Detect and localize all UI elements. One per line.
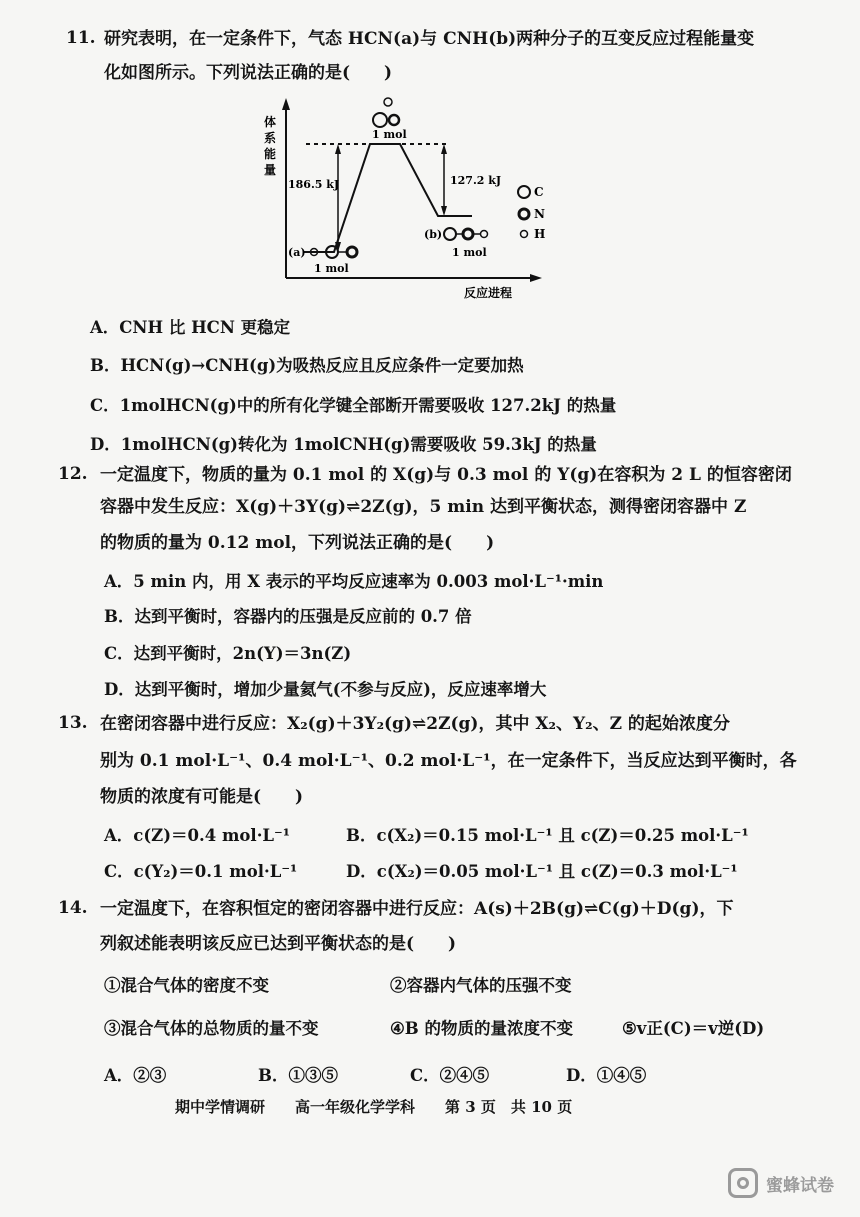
q13-option-c[interactable]: C．c(Y₂)＝0.1 mol·L⁻¹ (104, 862, 298, 881)
energy-diagram (258, 92, 548, 307)
energy-right-label: 127.2 kJ (450, 174, 502, 187)
legend-n-icon (519, 209, 529, 219)
q11-number: 11. (66, 28, 96, 48)
q13-stem-line3: 物质的浓度有可能是( ) (100, 787, 304, 807)
q11-option-a[interactable]: A．CNH 比 HCN 更稳定 (90, 318, 291, 337)
q13-option-d[interactable]: D．c(X₂)＝0.05 mol·L⁻¹ 且 c(Z)＝0.3 mol·L⁻¹ (346, 862, 738, 881)
ts-h-atom-icon (384, 98, 392, 106)
y-axis-label-4: 量 (264, 163, 277, 177)
q12-stem-line1: 一定温度下，物质的量为 0.1 mol 的 X(g)与 0.3 mol 的 Y(g)在容积为 2 L 的恒容密闭 (100, 465, 792, 485)
right-arrow-head-up (441, 144, 447, 154)
q13-stem-line1: 在密闭容器中进行反应：X₂(g)＋3Y₂(g)⇌2Z(g)，其中 X₂、Y₂、Z 的起始浓度分 (100, 714, 730, 734)
page-footer: 期中学情调研 高一年级化学学科 第 3 页 共 10 页 (175, 1098, 573, 1116)
legend-c-icon (518, 186, 530, 198)
ts-molecule-icon (373, 113, 387, 127)
legend-n-label: N (534, 207, 545, 221)
right-arrow-head-down (441, 206, 447, 216)
q14-option-c[interactable]: C．②④⑤ (410, 1066, 490, 1085)
watermark-logo-icon (728, 1168, 758, 1198)
q14-option-a[interactable]: A．②③ (104, 1066, 167, 1085)
q12-number: 12. (58, 464, 88, 484)
q14-statement-1: ①混合气体的密度不变 (104, 976, 269, 995)
q11-option-d[interactable]: D．1molHCN(g)转化为 1molCNH(g)需要吸收 59.3kJ 的热量 (90, 435, 597, 454)
ts-mol-label: 1 mol (372, 128, 407, 141)
legend-h-label: H (534, 227, 546, 241)
molecule-b-h-icon (481, 231, 488, 238)
q14-statement-4: ④B 的物质的量浓度不变 (390, 1019, 573, 1038)
q12-option-c[interactable]: C．达到平衡时，2n(Y)＝3n(Z) (104, 644, 352, 663)
q11-stem-line1: 研究表明，在一定条件下，气态 HCN(a)与 CNH(b)两种分子的互变反应过程能量变 (104, 29, 755, 49)
energy-left-label: 186.5 kJ (288, 178, 340, 191)
q13-number: 13. (58, 713, 88, 733)
q11-stem-line2: 化如图所示。下列说法正确的是( ) (104, 63, 393, 83)
molecule-b-c-icon (444, 228, 456, 240)
q14-option-b[interactable]: B．①③⑤ (258, 1066, 338, 1085)
y-axis-label-2: 系 (264, 131, 277, 145)
q14-statement-2: ②容器内气体的压强不变 (390, 976, 572, 995)
left-arrow-head-up (335, 144, 341, 154)
q14-stem-line1: 一定温度下，在容积恒定的密闭容器中进行反应：A(s)＋2B(g)⇌C(g)＋D(g)，下 (100, 899, 734, 919)
molecule-b-n-icon (463, 229, 473, 239)
watermark (728, 1168, 834, 1198)
watermark-text: 蜜蜂试卷 (766, 1175, 834, 1196)
q12-stem-line2: 容器中发生反应：X(g)＋3Y(g)⇌2Z(g)，5 min 达到平衡状态，测得密闭容器中 Z (100, 497, 747, 517)
legend-c-label: C (534, 185, 544, 199)
q14-stem-line2: 列叙述能表明该反应已达到平衡状态的是( ) (100, 934, 457, 954)
q12-option-a[interactable]: A．5 min 内，用 X 表示的平均反应速率为 0.003 mol·L⁻¹·min (104, 572, 604, 591)
q13-option-b[interactable]: B．c(X₂)＝0.15 mol·L⁻¹ 且 c(Z)＝0.25 mol·L⁻¹ (346, 826, 749, 845)
x-axis-label: 反应进程 (464, 286, 513, 300)
molecule-b-label: (b) (424, 228, 443, 241)
energy-profile-line (304, 144, 472, 252)
q13-option-a[interactable]: A．c(Z)＝0.4 mol·L⁻¹ (104, 826, 290, 845)
ts-n-atom-icon (389, 115, 399, 125)
x-axis-arrow (530, 274, 542, 282)
molecule-a-n-icon (347, 247, 357, 257)
q14-statement-5: ⑤v正(C)＝v逆(D) (622, 1019, 765, 1038)
q12-stem-line3: 的物质的量为 0.12 mol，下列说法正确的是( ) (100, 533, 495, 553)
molecule-a-mol: 1 mol (314, 262, 349, 275)
molecule-b-mol: 1 mol (452, 246, 487, 259)
y-axis-label-3: 能 (264, 147, 277, 161)
molecule-a-label: (a) (288, 246, 306, 259)
y-axis-label-1: 体 (264, 115, 277, 129)
q12-option-b[interactable]: B．达到平衡时，容器内的压强是反应前的 0.7 倍 (104, 607, 472, 626)
energy-diagram-svg (258, 92, 548, 307)
q13-stem-line2: 别为 0.1 mol·L⁻¹、0.4 mol·L⁻¹、0.2 mol·L⁻¹，在一定条件下，当反应达到平衡时，各 (100, 751, 797, 771)
q11-option-b[interactable]: B．HCN(g)→CNH(g)为吸热反应且反应条件一定要加热 (90, 356, 524, 375)
y-axis-arrow (282, 98, 290, 110)
legend-h-icon (521, 231, 528, 238)
q14-option-d[interactable]: D．①④⑤ (566, 1066, 647, 1085)
q14-statement-3: ③混合气体的总物质的量不变 (104, 1019, 319, 1038)
q14-number: 14. (58, 898, 88, 918)
q11-option-c[interactable]: C．1molHCN(g)中的所有化学键全部断开需要吸收 127.2kJ 的热量 (90, 396, 617, 415)
q12-option-d[interactable]: D．达到平衡时，增加少量氦气(不参与反应)，反应速率增大 (104, 680, 547, 699)
